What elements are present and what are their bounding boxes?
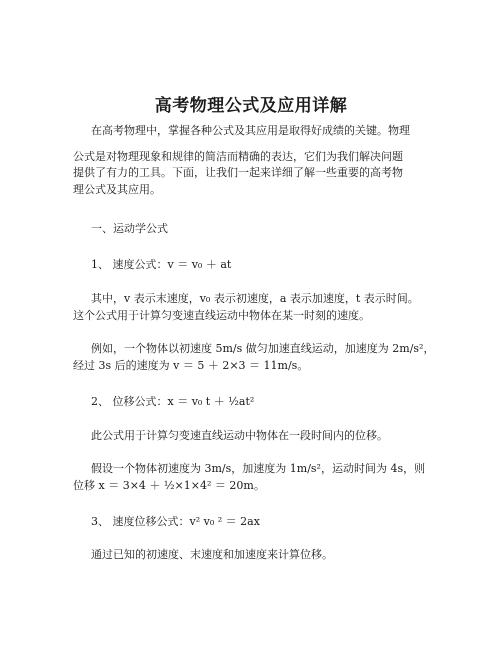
document-title: 高考物理公式及应用详解 [154, 96, 348, 116]
formula-velocity-desc-2: 这个公式用于计算匀变速直线运动中物体在某一时刻的速度。 [73, 309, 370, 322]
formula-displacement-example-1: 假设一个物体初速度为 3m/s，加速度为 1m/s²，运动时间为 4s，则 [91, 462, 426, 475]
formula-displacement-example-2: 位移 x ＝ 3×4 ＋ ½×1×4² ＝ 20m。 [73, 479, 265, 492]
formula-displacement-desc: 此公式用于计算匀变速直线运动中物体在一段时间内的位移。 [91, 429, 388, 442]
formula-velocity: 1、 速度公式：v ＝ v₀ ＋ at [91, 258, 232, 271]
formula-velocity-displacement-desc: 通过已知的初速度、末速度和加速度来计算位移。 [91, 548, 333, 561]
formula-velocity-displacement: 3、 速度位移公式：v² v₀ ² ＝ 2ax [91, 515, 260, 528]
section-heading-kinematics: 一、运动学公式 [91, 222, 168, 235]
formula-velocity-desc-1: 其中，v 表示末速度，v₀ 表示初速度，a 表示加速度，t 表示时间。 [91, 292, 419, 305]
intro-line-1: 在高考物理中，掌握各种公式及其应用是取得好成绩的关键。物理 [91, 124, 410, 137]
intro-line-2: 公式是对物理现象和规律的简洁而精确的表达，它们为我们解决问题 [73, 150, 403, 163]
formula-displacement: 2、 位移公式：x ＝ v₀ t ＋ ½at² [91, 395, 255, 408]
intro-line-4: 理公式及其应用。 [73, 183, 161, 196]
formula-velocity-example-1: 例如，一个物体以初速度 5m/s 做匀加速直线运动，加速度为 2m/s²， [91, 342, 435, 355]
formula-velocity-example-2: 经过 3s 后的速度为 v ＝ 5 ＋ 2×3 ＝ 11m/s。 [73, 359, 309, 372]
intro-line-3: 提供了有力的工具。下面，让我们一起来详细了解一些重要的高考物 [73, 166, 403, 179]
